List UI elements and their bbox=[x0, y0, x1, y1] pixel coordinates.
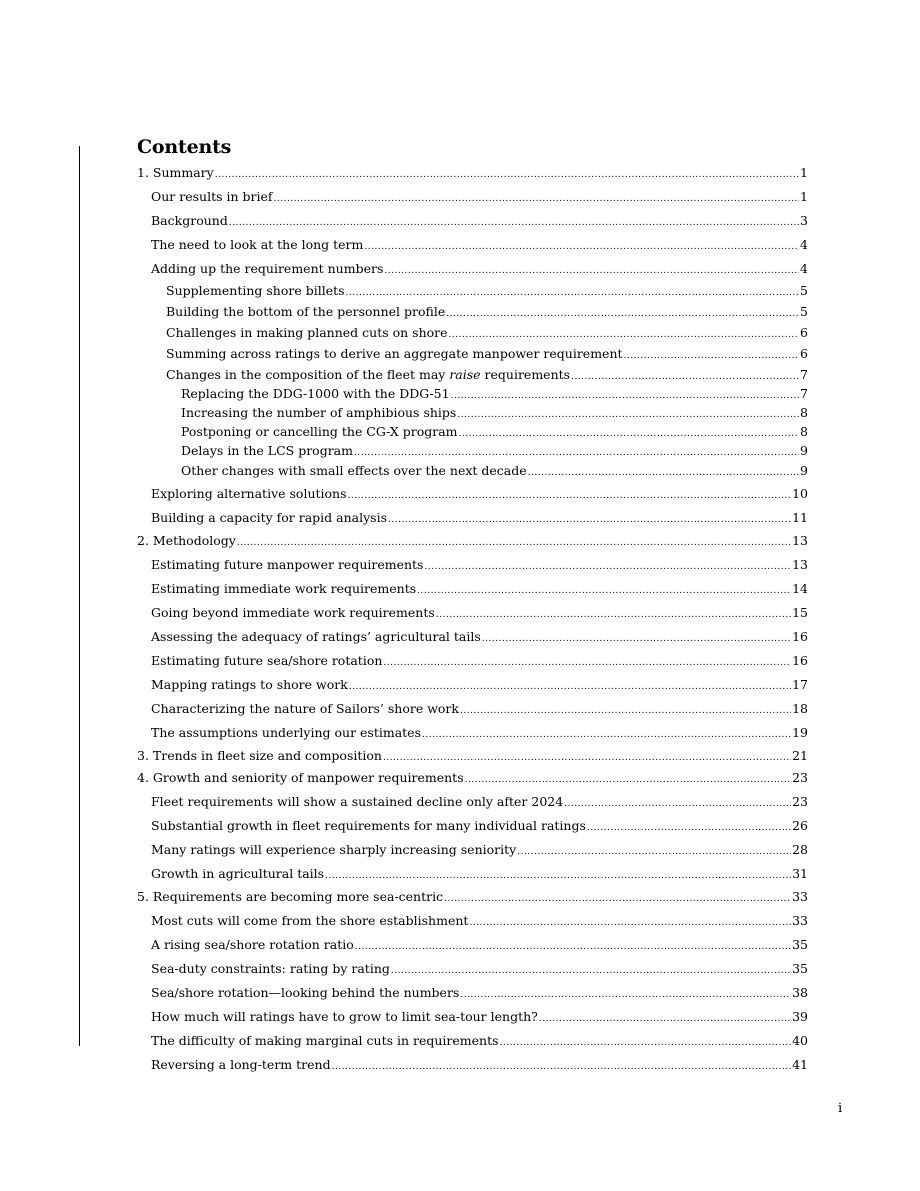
leader-dots bbox=[349, 680, 791, 694]
toc-entry-page: 16 bbox=[792, 629, 808, 644]
toc-entry[interactable] bbox=[137, 534, 808, 550]
toc-entry-page: 10 bbox=[792, 486, 808, 501]
leader-dots bbox=[215, 168, 799, 182]
toc-entry-page: 1 bbox=[800, 189, 808, 204]
toc-entry-label: The difficulty of making marginal cuts in requirements bbox=[151, 1033, 499, 1048]
toc-entry[interactable] bbox=[166, 347, 808, 363]
toc-entry-label: 4. Growth and seniority of manpower requirements bbox=[137, 770, 464, 785]
toc-entry-label: Sea/shore rotation—looking behind the numbers bbox=[151, 985, 460, 1000]
toc-entry[interactable] bbox=[166, 326, 808, 342]
leader-dots bbox=[424, 560, 791, 574]
toc-entry-page: 33 bbox=[792, 913, 808, 928]
toc-entry-label: Estimating future sea/shore rotation bbox=[151, 653, 383, 668]
toc-entry-page: 9 bbox=[800, 443, 808, 458]
toc-entry[interactable] bbox=[181, 387, 808, 403]
toc-entry-page: 3 bbox=[800, 213, 808, 228]
leader-dots bbox=[384, 264, 799, 278]
toc-entry-page: 9 bbox=[800, 463, 808, 478]
toc-entry[interactable] bbox=[151, 214, 808, 230]
toc-entry[interactable] bbox=[151, 1010, 808, 1026]
toc-entry[interactable] bbox=[137, 749, 808, 765]
toc-entry-label: Challenges in making planned cuts on shore bbox=[166, 325, 448, 340]
toc-entry[interactable] bbox=[151, 726, 808, 742]
leader-dots bbox=[587, 821, 791, 835]
leader-dots bbox=[229, 216, 799, 230]
toc-entry-label: Other changes with small effects over the next decade bbox=[181, 463, 527, 478]
leader-dots bbox=[469, 916, 791, 930]
toc-entry-page: 13 bbox=[792, 533, 808, 548]
leader-dots bbox=[444, 892, 791, 906]
toc-entry-page: 40 bbox=[792, 1033, 808, 1048]
leader-dots bbox=[355, 940, 791, 954]
leader-dots bbox=[348, 489, 792, 503]
toc-entry-label: Mapping ratings to shore work bbox=[151, 677, 348, 692]
toc-entry-page: 23 bbox=[792, 770, 808, 785]
toc-entry-page: 7 bbox=[800, 367, 808, 382]
toc-entry[interactable] bbox=[151, 986, 808, 1002]
leader-dots bbox=[388, 513, 791, 527]
toc-entry[interactable] bbox=[151, 511, 808, 527]
toc-entry-label: A rising sea/shore rotation ratio bbox=[151, 937, 354, 952]
toc-entry[interactable] bbox=[166, 284, 808, 300]
toc-entry-page: 31 bbox=[792, 866, 808, 881]
toc-entry-page: 21 bbox=[792, 748, 808, 763]
toc-entry-page: 6 bbox=[800, 325, 808, 340]
leader-dots bbox=[417, 584, 791, 598]
toc-entry[interactable] bbox=[181, 406, 808, 422]
leader-dots bbox=[457, 408, 799, 422]
leader-dots bbox=[451, 389, 799, 403]
toc-entry-page: 23 bbox=[792, 794, 808, 809]
toc-entry[interactable] bbox=[166, 305, 808, 321]
leader-dots bbox=[517, 845, 791, 859]
toc-entry-page: 7 bbox=[800, 386, 808, 401]
leader-dots bbox=[422, 728, 791, 742]
toc-entry-page: 38 bbox=[792, 985, 808, 1000]
toc-entry[interactable] bbox=[151, 819, 808, 835]
toc-entry-label: 2. Methodology bbox=[137, 533, 236, 548]
toc-entry-label: Most cuts will come from the shore establishment bbox=[151, 913, 469, 928]
toc-entry[interactable] bbox=[137, 890, 808, 906]
toc-entry[interactable] bbox=[151, 1034, 808, 1050]
leader-dots bbox=[391, 964, 791, 978]
toc-entry-label: Supplementing shore billets bbox=[166, 283, 345, 298]
leader-dots bbox=[449, 328, 800, 342]
toc-entry-page: 17 bbox=[792, 677, 808, 692]
toc-entry[interactable] bbox=[166, 368, 808, 384]
toc-entry-label: 1. Summary bbox=[137, 165, 214, 180]
leader-dots bbox=[465, 773, 791, 787]
toc-entry-page: 35 bbox=[792, 937, 808, 952]
page-number: i bbox=[838, 1101, 843, 1116]
toc-entry-page: 8 bbox=[800, 424, 808, 439]
emphasis-text: raise bbox=[449, 367, 481, 382]
toc-entry-page: 18 bbox=[792, 701, 808, 716]
leader-dots bbox=[325, 869, 791, 883]
leader-dots bbox=[539, 1012, 791, 1026]
toc-entry-label: Summing across ratings to derive an aggregate manpower requirement bbox=[166, 346, 623, 361]
toc-entry-page: 41 bbox=[792, 1057, 808, 1072]
leader-dots bbox=[482, 632, 791, 646]
leader-dots bbox=[460, 988, 791, 1002]
leader-dots bbox=[446, 307, 799, 321]
leader-dots bbox=[436, 608, 791, 622]
toc-entry[interactable] bbox=[151, 558, 808, 574]
leader-dots bbox=[383, 751, 791, 765]
toc-entry-page: 15 bbox=[792, 605, 808, 620]
toc-entry[interactable] bbox=[151, 962, 808, 978]
leader-dots bbox=[364, 240, 799, 254]
toc-entry-label: Building the bottom of the personnel profile bbox=[166, 304, 446, 319]
toc-entry[interactable] bbox=[181, 464, 808, 480]
toc-entry-page: 5 bbox=[800, 304, 808, 319]
toc-entry-page: 8 bbox=[800, 405, 808, 420]
toc-entry-label: Exploring alternative solutions bbox=[151, 486, 347, 501]
toc-entry[interactable] bbox=[151, 582, 808, 598]
toc-entry[interactable] bbox=[151, 678, 808, 694]
leader-dots bbox=[237, 536, 791, 550]
toc-entry-page: 19 bbox=[792, 725, 808, 740]
toc-entry[interactable] bbox=[151, 1058, 808, 1074]
toc-entry[interactable] bbox=[151, 914, 808, 930]
toc-entry-label: Reversing a long-term trend bbox=[151, 1057, 331, 1072]
toc-entry-page: 5 bbox=[800, 283, 808, 298]
toc-entry-label: 5. Requirements are becoming more sea-centric bbox=[137, 889, 444, 904]
toc-entry-label: Growth in agricultural tails bbox=[151, 866, 325, 881]
toc-entry-label: The need to look at the long term bbox=[151, 237, 364, 252]
toc-entry[interactable] bbox=[151, 487, 808, 503]
page-title: Contents bbox=[137, 136, 232, 158]
toc-entry-page: 16 bbox=[792, 653, 808, 668]
leader-dots bbox=[383, 656, 791, 670]
toc-entry-page: 4 bbox=[800, 237, 808, 252]
toc-entry-page: 33 bbox=[792, 889, 808, 904]
toc-entry-page: 13 bbox=[792, 557, 808, 572]
toc-entry-label: Assessing the adequacy of ratings’ agricultural tails bbox=[151, 629, 481, 644]
toc-entry-label: Estimating future manpower requirements bbox=[151, 557, 424, 572]
toc-entry-label: Sea-duty constraints: rating by rating bbox=[151, 961, 390, 976]
toc-entry-label: Delays in the LCS program bbox=[181, 443, 353, 458]
toc-entry-page: 26 bbox=[792, 818, 808, 833]
change-bar bbox=[79, 146, 80, 1046]
toc-entry[interactable] bbox=[151, 190, 808, 206]
toc-entry-page: 39 bbox=[792, 1009, 808, 1024]
toc-entry-label: Increasing the number of amphibious ships bbox=[181, 405, 457, 420]
leader-dots bbox=[528, 466, 799, 480]
toc-entry[interactable] bbox=[151, 702, 808, 718]
toc-entry[interactable] bbox=[151, 938, 808, 954]
leader-dots bbox=[459, 427, 800, 441]
toc-entry[interactable] bbox=[151, 795, 808, 811]
toc-entry-label: Estimating immediate work requirements bbox=[151, 581, 417, 596]
toc-entry[interactable] bbox=[181, 425, 808, 441]
toc-entry-label: Background bbox=[151, 213, 228, 228]
toc-entry-label: Adding up the requirement numbers bbox=[151, 261, 384, 276]
toc-entry-label: How much will ratings have to grow to limit sea-tour length? bbox=[151, 1009, 538, 1024]
toc-entry[interactable] bbox=[151, 262, 808, 278]
leader-dots bbox=[571, 370, 799, 384]
toc-entry-label: Characterizing the nature of Sailors’ shore work bbox=[151, 701, 459, 716]
leader-dots bbox=[460, 704, 791, 718]
toc-entry-page: 4 bbox=[800, 261, 808, 276]
toc-entry-label: The assumptions underlying our estimates bbox=[151, 725, 421, 740]
toc-entry[interactable] bbox=[137, 166, 808, 182]
leader-dots bbox=[346, 286, 800, 300]
toc-entry-label: Building a capacity for rapid analysis bbox=[151, 510, 387, 525]
toc-entry-label: 3. Trends in fleet size and composition bbox=[137, 748, 382, 763]
leader-dots bbox=[354, 446, 799, 460]
toc-entry[interactable] bbox=[181, 444, 808, 460]
leader-dots bbox=[332, 1060, 792, 1074]
toc-entry[interactable] bbox=[151, 238, 808, 254]
leader-dots bbox=[624, 349, 800, 363]
toc-entry[interactable] bbox=[151, 867, 808, 883]
toc-entry-label: Many ratings will experience sharply increasing seniority bbox=[151, 842, 517, 857]
toc-entry[interactable] bbox=[151, 654, 808, 670]
toc-entry-label: Going beyond immediate work requirements bbox=[151, 605, 435, 620]
toc-entry-page: 6 bbox=[800, 346, 808, 361]
toc-entry[interactable] bbox=[151, 843, 808, 859]
toc-entry-label: Changes in the composition of the fleet may raise requirements bbox=[166, 367, 571, 382]
leader-dots bbox=[274, 192, 800, 206]
toc-entry-page: 11 bbox=[792, 510, 808, 525]
toc-entry-label: Substantial growth in fleet requirements for many individual ratings bbox=[151, 818, 586, 833]
toc-entry-page: 28 bbox=[792, 842, 808, 857]
leader-dots bbox=[500, 1036, 792, 1050]
toc-entry-page: 1 bbox=[800, 165, 808, 180]
toc-entry-label: Fleet requirements will show a sustained decline only after 2024 bbox=[151, 794, 564, 809]
toc-entry[interactable] bbox=[137, 771, 808, 787]
leader-dots bbox=[564, 797, 791, 811]
toc-entry-page: 35 bbox=[792, 961, 808, 976]
toc-entry[interactable] bbox=[151, 606, 808, 622]
toc-entry-page: 14 bbox=[792, 581, 808, 596]
toc-entry[interactable] bbox=[151, 630, 808, 646]
toc-entry-label: Postponing or cancelling the CG-X program bbox=[181, 424, 458, 439]
toc-entry-label: Our results in brief bbox=[151, 189, 273, 204]
toc-entry-label: Replacing the DDG-1000 with the DDG-51 bbox=[181, 386, 450, 401]
